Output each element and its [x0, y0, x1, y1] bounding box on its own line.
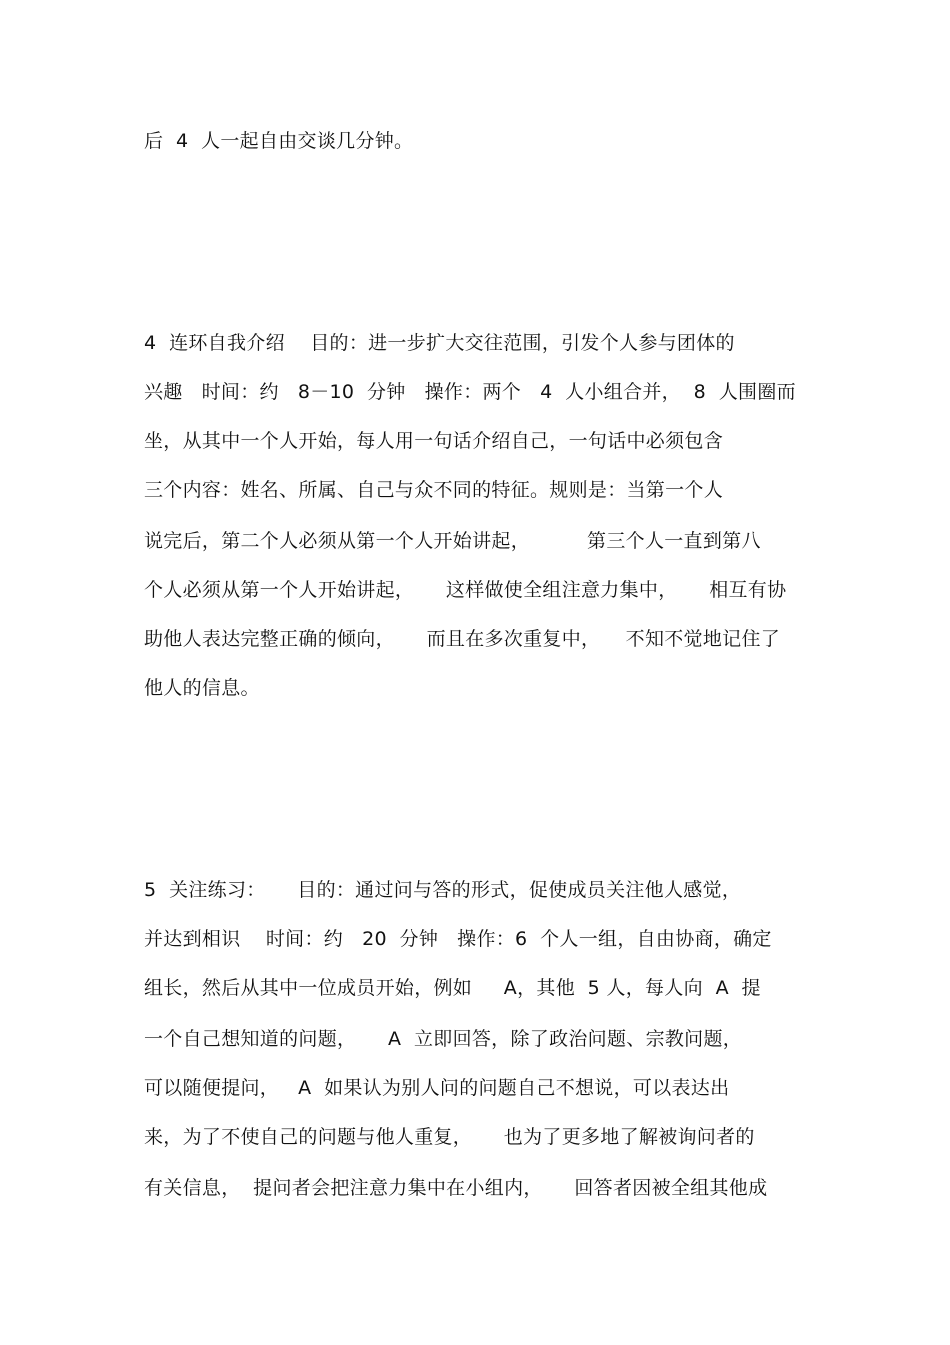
paragraph-2-line-2: 兴趣 时间：约 8－10 分钟 操作：两个 4 人小组合并， 8 人围圈而 [144, 381, 796, 403]
paragraph-2-line-8: 他人的信息。 [144, 677, 260, 699]
paragraph-3-line-5: 可以随便提问， A 如果认为别人问的问题自己不想说，可以表达出 [144, 1077, 730, 1099]
paragraph-2-line-5: 说完后，第二个人必须从第一个人开始讲起， 第三个人一直到第八 [144, 530, 761, 552]
paragraph-2-line-7: 助他人表达完整正确的倾向， 而且在多次重复中， 不知不觉地记住了 [144, 628, 781, 650]
paragraph-2-line-3: 坐，从其中一个人开始，每人用一句话介绍自己，一句话中必须包含 [144, 430, 724, 452]
paragraph-3-line-7: 有关信息， 提问者会把注意力集中在小组内， 回答者因被全组其他成 [144, 1177, 768, 1199]
paragraph-3-line-4: 一个自己想知道的问题， A 立即回答，除了政治问题、宗教问题， [144, 1028, 743, 1050]
paragraph-2-line-4: 三个内容：姓名、所属、自己与众不同的特征。规则是：当第一个人 [144, 479, 724, 501]
paragraph-3-line-6: 来，为了不使自己的问题与他人重复， 也为了更多地了解被询问者的 [144, 1126, 755, 1148]
paragraph-3-line-1: 5 关注练习： 目的：通过问与答的形式，促使成员关注他人感觉， [144, 879, 742, 901]
paragraph-3-line-3: 组长，然后从其中一位成员开始，例如 A，其他 5 人，每人向 A 提 [144, 977, 761, 999]
paragraph-2-line-1: 4 连环自我介绍 目的：进一步扩大交往范围，引发个人参与团体的 [144, 332, 735, 354]
paragraph-3-line-2: 并达到相识 时间：约 20 分钟 操作：6 个人一组，自由协商，确定 [144, 928, 772, 950]
paragraph-1-line-1: 后 4 人一起自由交谈几分钟。 [144, 130, 414, 152]
paragraph-2-line-6: 个人必须从第一个人开始讲起， 这样做使全组注意力集中， 相互有协 [144, 579, 787, 601]
